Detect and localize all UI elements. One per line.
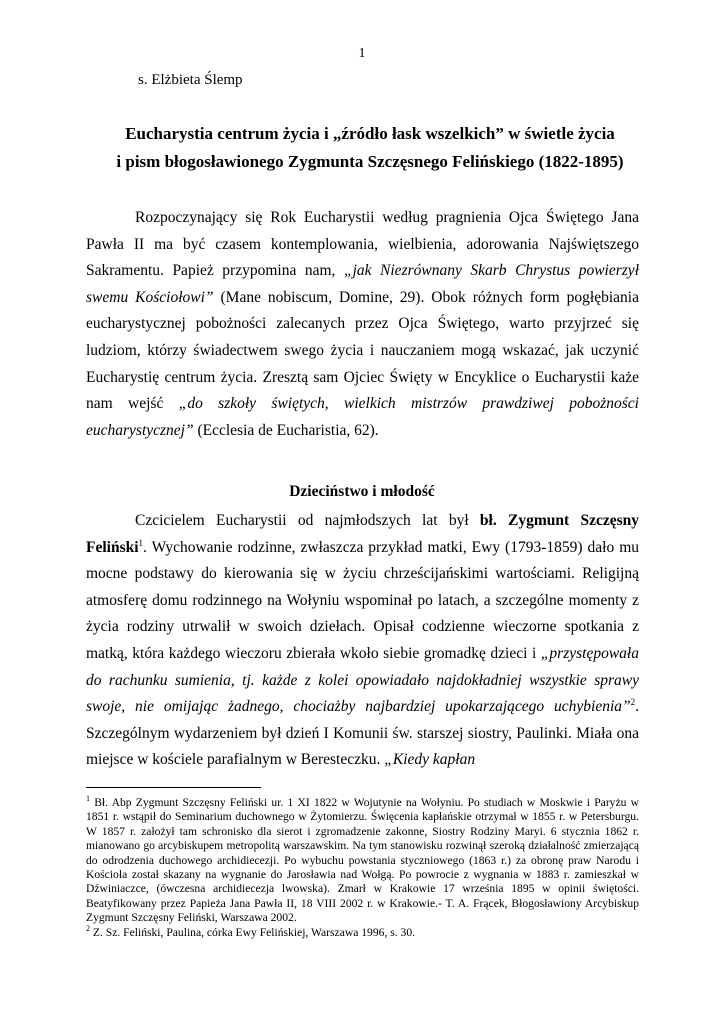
footnote-2: [86, 923, 639, 940]
intro-quote-1: „jak Niezrównany Skarb Chrystus powierzył swemu Kościołowi”: [86, 262, 639, 306]
footnote-1: [86, 796, 639, 926]
footnote-ref-2[interactable]: 2: [630, 697, 636, 707]
section-heading: Dzieciństwo i młodość: [289, 483, 435, 500]
page-number: 1: [358, 46, 366, 61]
section-person-name: bł. Zygmunt Szczęsny Feliński: [86, 512, 639, 556]
section-text-1: Czcicielem Eucharystii od najmłodszych lat był: [135, 512, 480, 529]
intro-quote-2: „do szkoły świętych, wielkich mistrzów prawdziwej pobożności eucharystycznej”: [86, 395, 639, 439]
footnote-separator: [86, 787, 261, 788]
author-name: s. Elżbieta Ślemp: [138, 72, 243, 88]
footnote-2-number: 2: [86, 923, 90, 933]
title-line-1: Eucharystia centrum życia i „źródło łask wszelkich” w świetle życia: [125, 124, 615, 143]
section-text-2: . Wychowanie rodzinne, zwłaszcza przykład matki, Ewy (1793-1859) dało mu mocne podstawy do kierowania się w życiu chrześcijańskimi wartościami. Religijną atmosferę domu rodzinnego na Wołyniu wspominał po latach, a szczególne momenty z życia rodziny utrwalił w swoich dziełach. Opisał codzienne wieczorne spotkania z matką, która każdego wieczoru zbierała wkoło siebie gromadkę dzieci i: [86, 538, 639, 662]
footnote-1-text: Bł. Abp Zygmunt Szczęsny Feliński ur. 1 XI 1822 w Wojutynie na Wołyniu. Po studiach w Moskwie i Paryżu w 1851 r. wstąpił do Seminarium duchownego w Żytomierzu. Święcenia kapłańskie otrzymał w 1855 r. w Petersburgu. W 1857 r. założył tam schronisko dla sierot i zgromadzenie zakonne, Siostry Rodziny Maryi. 6 stycznia 1862 r. mianowano go arcybiskupem metropolitą warszawskim. Na tym stanowisku rozwinął szeroką działalność zmierzającą do odrodzenia duchowego archidiecezji. Po wybuchu powstania styczniowego (1863 r.) za obronę praw Narodu i Kościoła został skazany na wygnanie do Jarosławia nad Wołgą. Po powrocie z wygnania w 1883 r. zamieszkał w Dźwiniaczce, (ówczesna archidiecezja lwowska). Zmarł w Krakowie 17 września 1895 w opinii świętości. Beatyfikowany przez Papieża Jana Pawła II, 18 VIII 2002 r. w Krakowie.- T. A. Frącek, Błogosławiony Arcybiskup Zygmunt Szczęsny Feliński, Warszawa 2002.: [86, 796, 639, 925]
footnote-1-number: 1: [86, 794, 90, 804]
intro-paragraph: [86, 205, 639, 444]
footnotes: [86, 796, 639, 940]
title-line-2: i pism błogosławionego Zygmunta Szczęsnego Felińskiego (1822-1895): [116, 152, 624, 171]
footnote-2-text: Z. Sz. Feliński, Paulina, córka Ewy Felińskiej, Warszawa 1996, s. 30.: [90, 925, 416, 939]
intro-text-2: (Mane nobiscum, Domine, 29). Obok różnych form pogłębiania eucharystycznej pobożności zalecanych przez Ojca Świętego, warto przyjrzeć się ludziom, którzy świadectwem swego życia i nauczaniem mogą wskazać, jak uczynić Eucharystię centrum życia. Zresztą sam Ojciec Święty w Encyklice o Eucharystii każe nam wejść: [86, 288, 639, 413]
intro-text-1: Rozpoczynający się Rok Eucharystii według pragnienia Ojca Świętego Jana Pawła II ma być czasem kontemplowania, wielbienia, adorowania Najświętszego Sakramentu. Papież przypomina nam,: [86, 209, 639, 280]
section-quote-1: „przystępowała do rachunku sumienia, tj. każde z kolei opowiadało najdokładniej wszystkie sprawy swoje, nie omijając żadnego, chociażby najbardziej upokarzającego uchybienia”: [86, 644, 639, 716]
document-title: [60, 120, 680, 176]
section-text-3: . Szczególnym wydarzeniem był dzień I Komunii św. starszej siostry, Paulinki. Miała ona miejsce w kościele parafialnym w Beresteczku.: [86, 698, 639, 769]
footnote-ref-1[interactable]: 1: [138, 537, 144, 548]
intro-text-3: (Ecclesia de Eucharistia, 62).: [193, 421, 379, 439]
section-quote-2: „Kiedy kapłan: [384, 751, 476, 769]
section-paragraph: [86, 508, 639, 774]
